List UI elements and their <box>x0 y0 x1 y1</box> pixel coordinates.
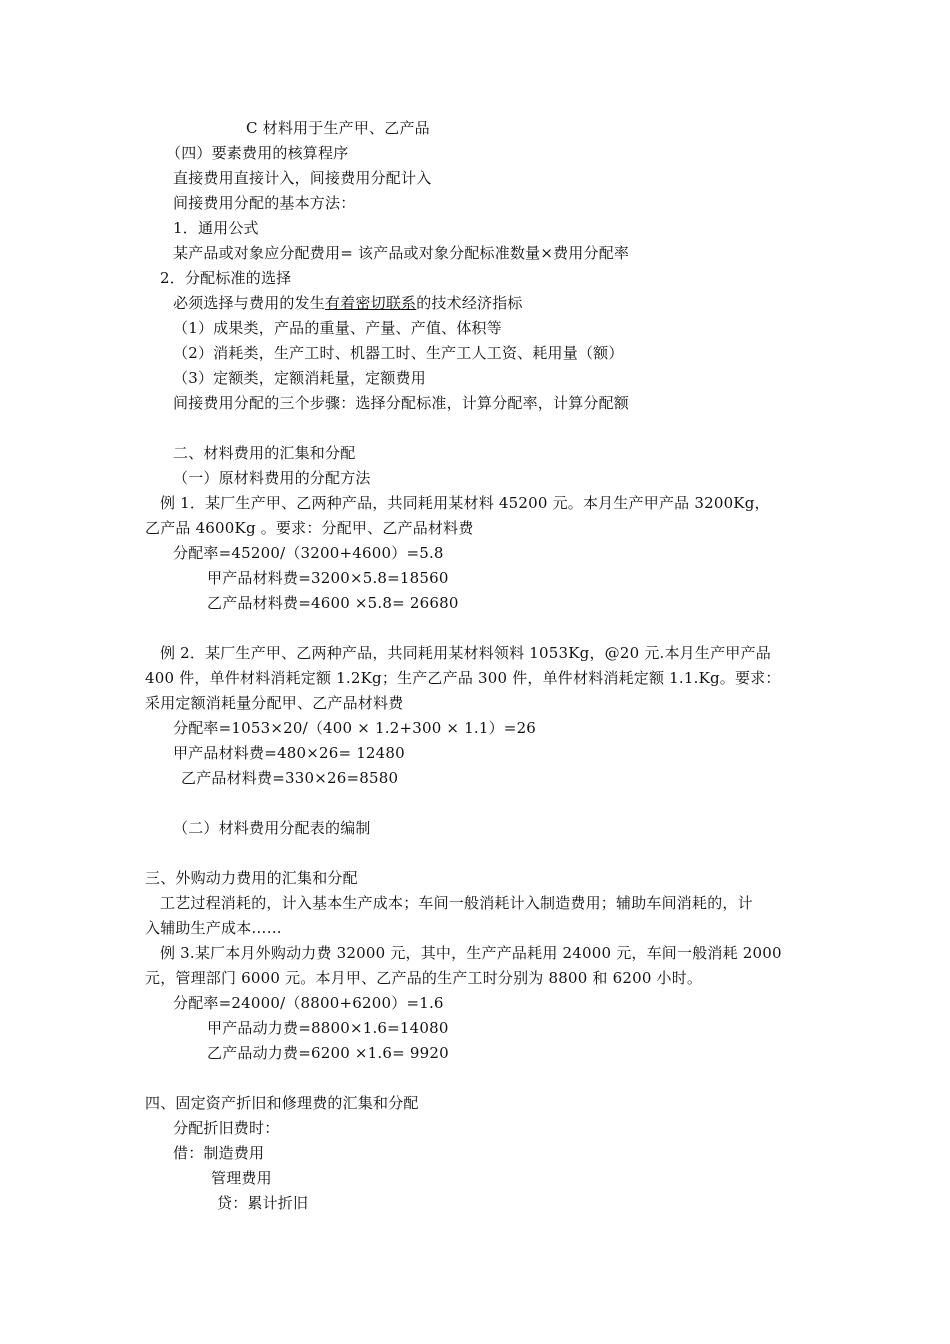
example-3-product-a: 甲产品动力费=8800×1.6=14080 <box>207 1019 449 1037</box>
example-3-product-b: 乙产品动力费=6200 ×1.6= 9920 <box>207 1044 449 1062</box>
example-2-line-1: 例 2．某厂生产甲、乙两种产品，共同耗用某材料领料 1053Kg，@20 元.本月生产甲产品 <box>160 644 771 662</box>
line-must-choose <box>173 293 523 313</box>
heading-element-cost-procedure: （四）要素费用的核算程序 <box>166 144 349 162</box>
text-segment: 的技术经济指标 <box>416 294 523 312</box>
example-3-line-2: 元，管理部门 6000 元。本月甲、乙产品的生产工时分别为 8800 和 6200 小时。 <box>145 969 703 987</box>
example-2-line-2: 400 件，单件材料消耗定额 1.2Kg；生产乙产品 300 件，单件材料消耗定额 1.1.Kg。要求： <box>145 669 781 687</box>
line-three-steps: 间接费用分配的三个步骤：选择分配标准，计算分配率，计算分配额 <box>173 394 630 412</box>
underlined-text: 有着密切联系 <box>325 294 417 312</box>
example-2-product-b: 乙产品材料费=330×26=8580 <box>181 769 399 787</box>
example-1-line-2: 乙产品 4600Kg 。要求：分配甲、乙产品材料费 <box>145 519 474 537</box>
power-text-line-1: 工艺过程消耗的，计入基本生产成本；车间一般消耗计入制造费用；辅助车间消耗的，计 <box>160 894 753 912</box>
heading-material-table: （二）材料费用分配表的编制 <box>173 819 371 837</box>
depreciation-intro: 分配折旧费时： <box>173 1119 280 1137</box>
line-standard-choice: 2．分配标准的选择 <box>160 269 292 287</box>
example-1-product-b: 乙产品材料费=4600 ×5.8= 26680 <box>207 594 459 612</box>
line-result-type: （1）成果类，产品的重量、产量、产值、体积等 <box>173 319 502 337</box>
line-direct-indirect: 直接费用直接计入，间接费用分配计入 <box>173 169 432 187</box>
line-formula: 某产品或对象应分配费用= 该产品或对象分配标准数量×费用分配率 <box>173 244 630 262</box>
example-1-rate: 分配率=45200/（3200+4600）=5.8 <box>173 544 444 562</box>
line-general-formula: 1．通用公式 <box>173 219 259 237</box>
power-text-line-2: 入辅助生产成本…… <box>145 919 282 937</box>
line-c-material: C 材料用于生产甲、乙产品 <box>246 119 430 137</box>
heading-depreciation: 四、固定资产折旧和修理费的汇集和分配 <box>145 1094 419 1112</box>
line-consumption-type: （2）消耗类，生产工时、机器工时、生产工人工资、耗用量（额） <box>173 344 624 362</box>
text-segment: 必须选择与费用的发生 <box>173 294 326 312</box>
example-1-line-1: 例 1．某厂生产甲、乙两种产品，共同耗用某材料 45200 元。本月生产甲产品 3200Kg， <box>160 494 770 512</box>
heading-material-cost: 二、材料费用的汇集和分配 <box>173 444 356 462</box>
example-2-rate: 分配率=1053×20/（400 × 1.2+300 × 1.1）=26 <box>173 719 537 737</box>
entry-credit: 贷：累计折旧 <box>217 1194 309 1212</box>
line-basic-method: 间接费用分配的基本方法： <box>173 194 356 212</box>
entry-debit-admin: 管理费用 <box>211 1169 272 1187</box>
example-1-product-a: 甲产品材料费=3200×5.8=18560 <box>207 569 449 587</box>
line-quota-type: （3）定额类，定额消耗量，定额费用 <box>173 369 426 387</box>
heading-raw-material-method: （一）原材料费用的分配方法 <box>173 469 371 487</box>
example-3-rate: 分配率=24000/（8800+6200）=1.6 <box>173 994 444 1012</box>
heading-power-cost: 三、外购动力费用的汇集和分配 <box>145 869 358 887</box>
example-3-line-1: 例 3.某厂本月外购动力费 32000 元，其中，生产产品耗用 24000 元，车间一般消耗 2000 <box>160 944 782 962</box>
entry-debit: 借：制造费用 <box>173 1144 265 1162</box>
example-2-product-a: 甲产品材料费=480×26= 12480 <box>173 744 405 762</box>
example-2-line-3: 采用定额消耗量分配甲、乙产品材料费 <box>145 694 404 712</box>
